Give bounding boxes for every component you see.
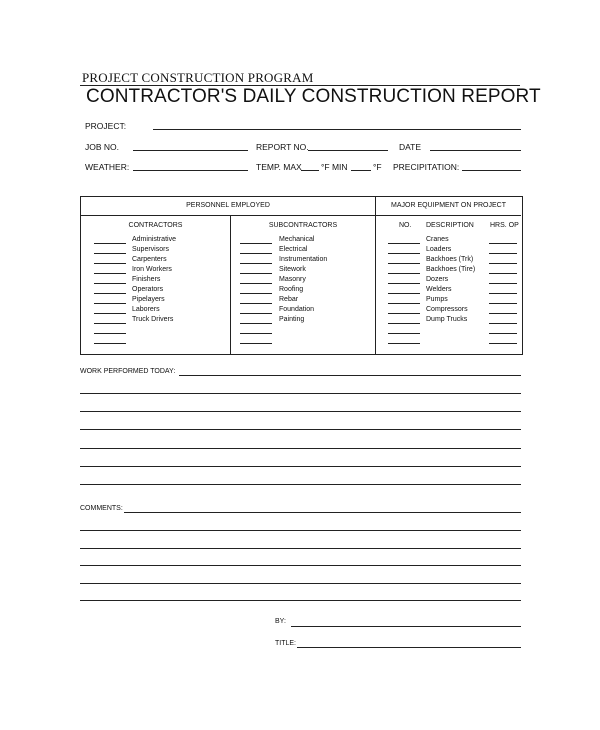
equipment-count-field[interactable] [388, 333, 420, 334]
equipment-hours-field[interactable] [489, 263, 517, 264]
equipment-count-field[interactable] [388, 343, 420, 344]
equipment-hours-field[interactable] [489, 313, 517, 314]
subcontractor-row-label: Rebar [279, 296, 299, 303]
precipitation-field[interactable] [462, 170, 521, 171]
subcontractor-row-label: Foundation [279, 306, 315, 313]
comments-line[interactable] [80, 565, 521, 566]
title-label: TITLE: [275, 640, 297, 647]
equipment-row-label: Compressors [426, 306, 468, 313]
comments-line[interactable] [80, 530, 521, 531]
equipment-hours-field[interactable] [489, 303, 517, 304]
contractor-row-label: Operators [132, 286, 164, 293]
equipment-count-field[interactable] [388, 303, 420, 304]
subcontractors-header: SUBCONTRACTORS [268, 222, 338, 229]
equipment-hours-field[interactable] [489, 293, 517, 294]
subcontractor-count-field[interactable] [240, 273, 272, 274]
weather-field[interactable] [133, 170, 248, 171]
subcontractor-row-label: Roofing [279, 286, 304, 293]
project-field[interactable] [153, 129, 521, 130]
subcontractor-row-label: Electrical [279, 246, 308, 253]
report-no-label: REPORT NO. [256, 142, 309, 152]
work-performed-line-1[interactable] [179, 375, 521, 376]
equipment-count-field[interactable] [388, 273, 420, 274]
contractor-count-field[interactable] [94, 273, 126, 274]
contractor-count-field[interactable] [94, 243, 126, 244]
report-title: CONTRACTOR'S DAILY CONSTRUCTION REPORT [86, 86, 541, 107]
temp-max-label: TEMP. MAX [256, 162, 302, 172]
date-label: DATE [399, 142, 422, 152]
equipment-hours-field[interactable] [489, 333, 517, 334]
comments-label: COMMENTS: [80, 505, 123, 512]
contractor-count-field[interactable] [94, 323, 126, 324]
equipment-row-label: Backhoes (Trk) [426, 256, 474, 263]
equipment-row-label: Dozers [426, 276, 449, 283]
subcontractor-count-field[interactable] [240, 253, 272, 254]
equipment-row-label: Dump Trucks [426, 316, 468, 323]
subcontractor-count-field[interactable] [240, 263, 272, 264]
subcontractor-count-field[interactable] [240, 343, 272, 344]
subcontractor-row-label: Painting [279, 316, 305, 323]
report-no-field[interactable] [308, 150, 388, 151]
subcontractor-count-field[interactable] [240, 293, 272, 294]
equipment-hours-field[interactable] [489, 343, 517, 344]
equipment-hours-field[interactable] [489, 283, 517, 284]
comments-line[interactable] [80, 600, 521, 601]
contractor-count-field[interactable] [94, 303, 126, 304]
title-field[interactable] [297, 647, 521, 648]
contractor-count-field[interactable] [94, 263, 126, 264]
subcontractor-count-field[interactable] [240, 303, 272, 304]
precipitation-label: PRECIPITATION: [393, 162, 460, 172]
personnel-employed-header: PERSONNEL EMPLOYED [186, 202, 270, 209]
comments-line-1[interactable] [124, 512, 521, 513]
work-performed-line[interactable] [80, 484, 521, 485]
contractor-count-field[interactable] [94, 333, 126, 334]
contractor-count-field[interactable] [94, 313, 126, 314]
equipment-hrs-header: HRS. OP [490, 222, 519, 229]
contractor-row-label: Iron Workers [132, 266, 172, 273]
contractor-count-field[interactable] [94, 293, 126, 294]
equipment-row-label: Welders [426, 286, 452, 293]
equipment-no-header: NO. [399, 222, 412, 229]
equipment-count-field[interactable] [388, 253, 420, 254]
subcontractor-count-field[interactable] [240, 323, 272, 324]
equipment-hours-field[interactable] [489, 253, 517, 254]
subcontractor-row-label: Sitework [279, 266, 306, 273]
subcontractor-count-field[interactable] [240, 333, 272, 334]
equipment-count-field[interactable] [388, 313, 420, 314]
equipment-hours-field[interactable] [489, 323, 517, 324]
equipment-count-field[interactable] [388, 323, 420, 324]
subcontractor-row-label: Instrumentation [279, 256, 328, 263]
equipment-row-label: Loaders [426, 246, 452, 253]
equipment-header: MAJOR EQUIPMENT ON PROJECT [391, 202, 506, 209]
date-field[interactable] [430, 150, 521, 151]
table-divider-subcontractors [230, 216, 231, 354]
work-performed-line[interactable] [80, 411, 521, 412]
equipment-hours-field[interactable] [489, 243, 517, 244]
contractor-row-label: Carpenters [132, 256, 167, 263]
program-name: PROJECT CONSTRUCTION PROGRAM [82, 70, 314, 85]
project-label: PROJECT: [85, 121, 127, 131]
contractor-count-field[interactable] [94, 283, 126, 284]
subcontractor-count-field[interactable] [240, 243, 272, 244]
contractor-row-label: Supervisors [132, 246, 169, 253]
contractor-row-label: Finishers [132, 276, 161, 283]
work-performed-line[interactable] [80, 466, 521, 467]
work-performed-line[interactable] [80, 429, 521, 430]
subcontractor-row-label: Mechanical [279, 236, 315, 243]
equipment-count-field[interactable] [388, 243, 420, 244]
equipment-hours-field[interactable] [489, 273, 517, 274]
work-performed-line[interactable] [80, 448, 521, 449]
work-performed-label: WORK PERFORMED TODAY: [80, 368, 176, 375]
subcontractor-row-label: Masonry [279, 276, 306, 283]
equipment-count-field[interactable] [388, 263, 420, 264]
table-divider-equipment [375, 197, 376, 354]
equipment-count-field[interactable] [388, 283, 420, 284]
contractor-row-label: Truck Drivers [132, 316, 174, 323]
equipment-row-label: Cranes [426, 236, 449, 243]
equipment-row-label: Pumps [426, 296, 448, 303]
equipment-description-header: DESCRIPTION [426, 222, 474, 229]
equipment-count-field[interactable] [388, 293, 420, 294]
work-performed-line[interactable] [80, 393, 521, 394]
comments-line[interactable] [80, 583, 521, 584]
temp-max-field[interactable] [301, 170, 319, 171]
contractor-count-field[interactable] [94, 343, 126, 344]
contractor-count-field[interactable] [94, 253, 126, 254]
subcontractor-count-field[interactable] [240, 283, 272, 284]
weather-label: WEATHER: [85, 162, 130, 172]
comments-line[interactable] [80, 548, 521, 549]
contractor-row-label: Administrative [132, 236, 176, 243]
job-no-label: JOB NO. [85, 142, 120, 152]
temp-min-field[interactable] [351, 170, 371, 171]
table-header-rule [81, 215, 521, 216]
equipment-row-label: Backhoes (Tire) [426, 266, 476, 273]
contractors-header: CONTRACTORS [128, 222, 183, 229]
subcontractor-count-field[interactable] [240, 313, 272, 314]
by-field[interactable] [291, 626, 521, 627]
contractor-row-label: Pipelayers [132, 296, 165, 303]
temp-f-min-label: °F MIN [321, 162, 348, 172]
temp-f-label: °F [373, 162, 382, 172]
by-label: BY: [275, 618, 286, 625]
contractor-row-label: Laborers [132, 306, 160, 313]
job-no-field[interactable] [133, 150, 248, 151]
